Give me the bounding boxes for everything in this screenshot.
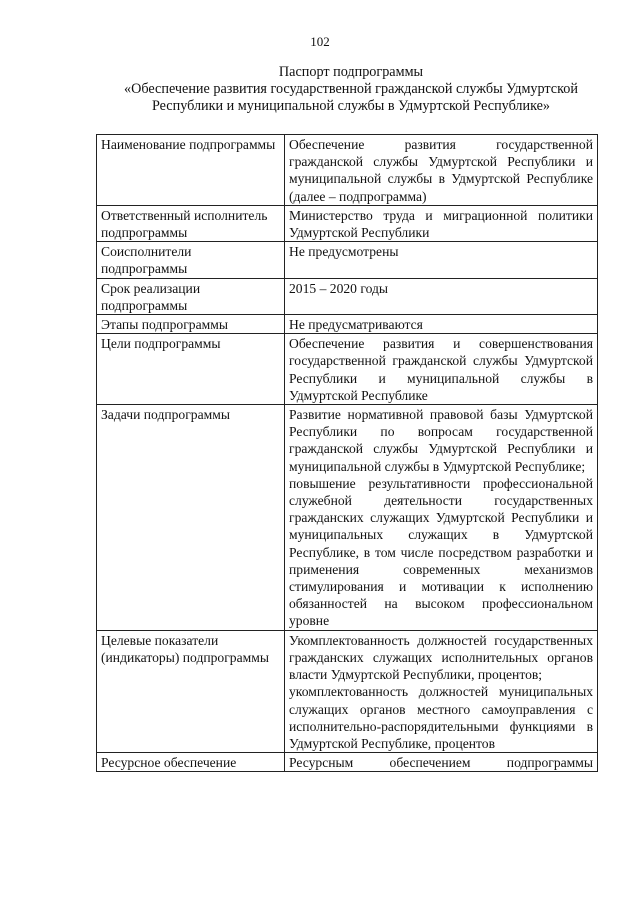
value-paragraph: Ресурсным обеспечением подпрограммы bbox=[289, 755, 593, 771]
row-value bbox=[285, 135, 598, 206]
passport-table bbox=[96, 134, 598, 772]
row-label: Задачи подпрограммы bbox=[97, 405, 285, 631]
title-line-3: Республики и муниципальной службы в Удмуртской Республике» bbox=[151, 98, 551, 114]
value-paragraph: Обеспечение развития и совершенствования государственной гражданской службы Удмуртской Республики и муниципальной службы в Удмуртской Республике bbox=[289, 336, 593, 403]
value-paragraph: Не предусмотрены bbox=[289, 244, 399, 260]
row-value bbox=[285, 405, 598, 631]
row-label: Целевые показатели (индикаторы) подпрограммы bbox=[97, 630, 285, 752]
row-label: Цели подпрограммы bbox=[97, 334, 285, 405]
row-value bbox=[285, 315, 598, 334]
row-label: Ресурсное обеспечение bbox=[97, 753, 285, 772]
table-row bbox=[97, 205, 598, 241]
page-number: 102 bbox=[310, 34, 330, 49]
row-label: Соисполнители подпрограммы bbox=[97, 242, 285, 278]
row-label: Этапы подпрограммы bbox=[97, 315, 285, 334]
value-paragraph: Развитие нормативной правовой базы Удмуртской Республики по вопросам государственной гражданской службы Удмуртской Республики и муниципальной службы в Удмуртской Республике; bbox=[289, 407, 593, 474]
title-line-2: «Обеспечение развития государственной гражданской службы Удмуртской bbox=[124, 81, 578, 97]
value-paragraph: Укомплектованность должностей государственных гражданских служащих исполнительных органов власти Удмуртской Республики, процентов; bbox=[289, 632, 593, 683]
row-label: Ответственный исполнитель подпрограммы bbox=[97, 205, 285, 241]
value-paragraph: укомплектованность должностей муниципальных служащих органов местного самоуправления с исполнительно-распорядительными функциями в Удмуртской Республике, процентов bbox=[289, 684, 593, 751]
table-row bbox=[97, 334, 598, 405]
table-row bbox=[97, 405, 598, 631]
table-row bbox=[97, 753, 598, 772]
row-value bbox=[285, 242, 598, 278]
row-label: Наименование подпрограммы bbox=[97, 135, 285, 206]
table-row bbox=[97, 315, 598, 334]
value-paragraph: повышение результативности профессиональной служебной деятельности государственных гражданских служащих Удмуртской Республики и муниципальных служащих в Удмуртской Республике, в том числе посредством разработки и применения современных механизмов стимулирования и мотивации к исполнению обязанностей на высоком профессиональном уровне bbox=[289, 475, 593, 629]
row-value bbox=[285, 334, 598, 405]
row-label: Срок реализации подпрограммы bbox=[97, 278, 285, 314]
row-value bbox=[285, 278, 598, 314]
table-row bbox=[97, 278, 598, 314]
row-value bbox=[285, 753, 598, 772]
value-paragraph: Обеспечение развития государственной гражданской службы Удмуртской Республики и муниципальной службы в Удмуртской Республике (далее – подпрограмма) bbox=[289, 137, 593, 204]
value-paragraph: Не предусматриваются bbox=[289, 317, 423, 333]
value-paragraph: Министерство труда и миграционной политики Удмуртской Республики bbox=[289, 207, 593, 241]
table-row bbox=[97, 135, 598, 206]
title-line-1: Паспорт подпрограммы bbox=[278, 64, 424, 80]
table-row bbox=[97, 630, 598, 752]
row-value bbox=[285, 630, 598, 752]
document-title bbox=[96, 64, 606, 115]
table-row bbox=[97, 242, 598, 278]
value-paragraph: 2015 – 2020 годы bbox=[289, 280, 389, 296]
row-value bbox=[285, 205, 598, 241]
